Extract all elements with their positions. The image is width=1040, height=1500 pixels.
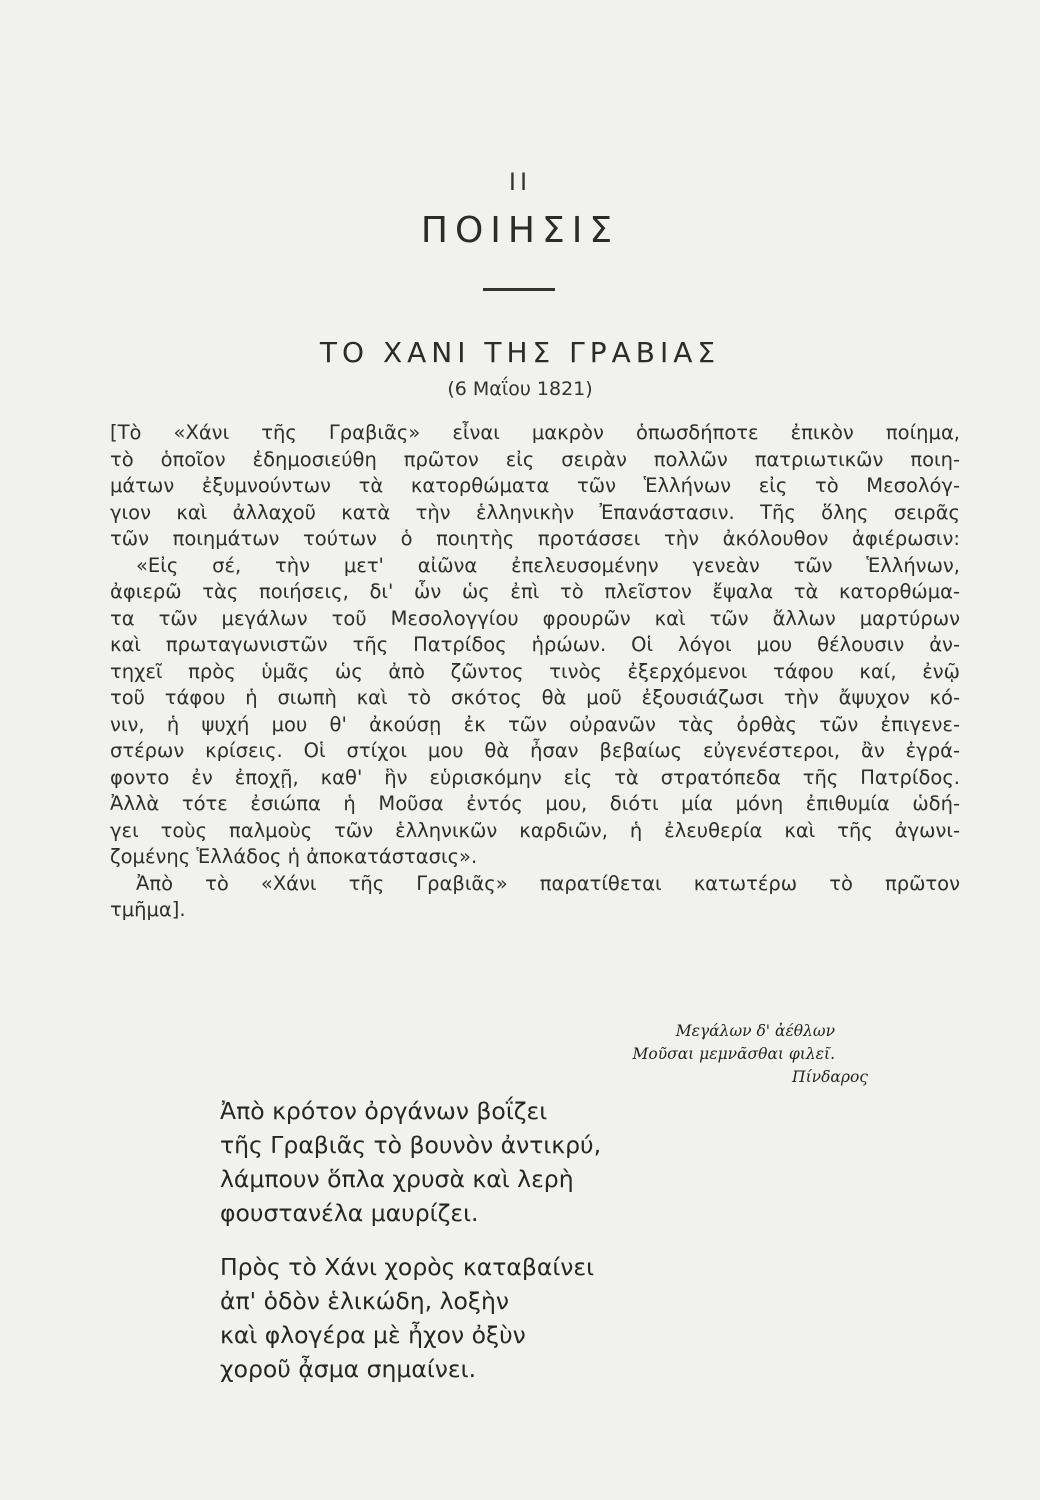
epigraph-line: Μοῦσαι μεμνᾶσθαι φιλεῖ. [632,1045,835,1063]
section-title: ΠΟΙΗΣΙΣ [420,210,620,251]
intro-line: τμῆμα]. [110,898,186,921]
intro-line: νιν, ἡ ψυχή μου θ' ἀκούσῃ ἐκ τῶν οὐρανῶν τὰς ὀρθὰς τῶν ἐπιγενε- [110,712,960,736]
intro-line: τοῦ τάφου ἡ σιωπὴ καὶ τὸ σκότος θὰ μοῦ ἐξουσιάζωσι τὴν ἄψυχον κό- [110,686,960,709]
intro-line: καὶ πρωταγωνιστῶν τῆς Πατρίδος ἡρώων. Οἱ λόγοι μου θέλουσιν ἀν- [110,633,960,656]
intro-line: γιον καὶ ἀλλαχοῦ κατὰ τὴν ἑλληνικὴν Ἐπανάστασιν. Τῆς ὅλης σειρᾶς [110,500,960,524]
verse-line: ἀπ' ὁδὸν ἑλικώδη, λοξὴν [220,1287,510,1315]
intro-line: στέρων κρίσεις. Οἱ στίχοι μου θὰ ἦσαν βεβαίως εὐγενέστεροι, ἂν ἐγρά- [110,739,960,762]
epigraph-author: Πίνδαρος [792,1068,868,1086]
verse-line: Ἀπὸ κρότον ὀργάνων βοΐζει [220,1097,548,1125]
verse-stanza-2 [220,1250,840,1386]
epigraph [632,1020,868,1089]
intro-line: ἀφιερῶ τὰς ποιήσεις, δι' ὧν ὡς ἐπὶ τὸ πλεῖστον ἔψαλα τὰ κατορθώμα- [110,580,960,603]
intro-line: τὸ ὁποῖον ἐδημοσιεύθη πρῶτον εἰς σειρὰν πολλῶν πατριωτικῶν ποιη- [110,447,960,471]
verse-line: λάμπουν ὅπλα χρυσὰ καὶ λερὴ [220,1165,574,1193]
verse-line: Πρὸς τὸ Χάνι χορὸς καταβαίνει [220,1253,595,1281]
intro-line: γει τοὺς παλμοὺς τῶν ἑλληνικῶν καρδιῶν, ἡ ἐλευθερία καὶ τῆς ἀγωνι- [110,818,960,842]
intro-line: φοντο ἐν ἐποχῇ, καθ' ἣν εὑρισκόμην εἰς τὰ στρατόπεδα τῆς Πατρίδος. [110,765,960,789]
verse-stanza-1 [220,1094,840,1230]
intro-line: «Εἰς σέ, τὴν μετ' αἰῶνα ἐπελευσομένην γενεὰν τῶν Ἑλλήνων, [136,553,960,577]
verse-line: καὶ φλογέρα μὲ ἦχον ὀξὺν [220,1321,526,1349]
intro-line: [Τὸ «Χάνι τῆς Γραβιᾶς» εἶναι μακρὸν ὁπωσδήποτε ἐπικὸν ποίημα, [110,421,960,444]
poem-date: (6 Μαΐου 1821) [447,378,593,400]
intro-line: Ἀλλὰ τότε ἐσιώπα ἡ Μοῦσα ἐντός μου, διότι μία μόνη ἐπιθυμία ὡδή- [110,792,960,815]
verse-line: τῆς Γραβιᾶς τὸ βουνὸν ἀντικρύ, [220,1131,602,1159]
intro-line: μάτων ἐξυμνούντων τὰ κατορθώματα τῶν Ἑλλήνων εἰς τὸ Μεσολόγ- [110,474,960,497]
intro-paragraph [110,420,960,924]
intro-line: τῶν ποιημάτων τούτων ὁ ποιητὴς προτάσσει τὴν ἀκόλουθον ἀφιέρωσιν: [110,527,960,550]
intro-line: ζομένης Ἑλλάδος ἡ ἀποκατάστασις». [110,845,478,868]
epigraph-line: Μεγάλων δ' ἀέθλων [675,1022,835,1040]
title-divider [483,288,555,291]
poem-title: ΤΟ ΧΑΝΙ ΤΗΣ ΓΡΑΒΙΑΣ [319,336,721,369]
verse-line: φουστανέλα μαυρίζει. [220,1199,479,1227]
intro-line: Ἀπὸ τὸ «Χάνι τῆς Γραβιᾶς» παρατίθεται κατωτέρω τὸ πρῶτον [136,871,960,895]
intro-line: τηχεῖ πρὸς ὑμᾶς ὡς ἀπὸ ζῶντος τινὸς ἐξερχόμενοι τάφου καί, ἐνῷ [110,659,960,683]
section-number: II [508,168,532,196]
intro-line: τα τῶν μεγάλων τοῦ Μεσολογγίου φρουρῶν καὶ τῶν ἄλλων μαρτύρων [110,606,960,630]
verse-line: χοροῦ ᾆσμα σημαίνει. [220,1355,477,1383]
